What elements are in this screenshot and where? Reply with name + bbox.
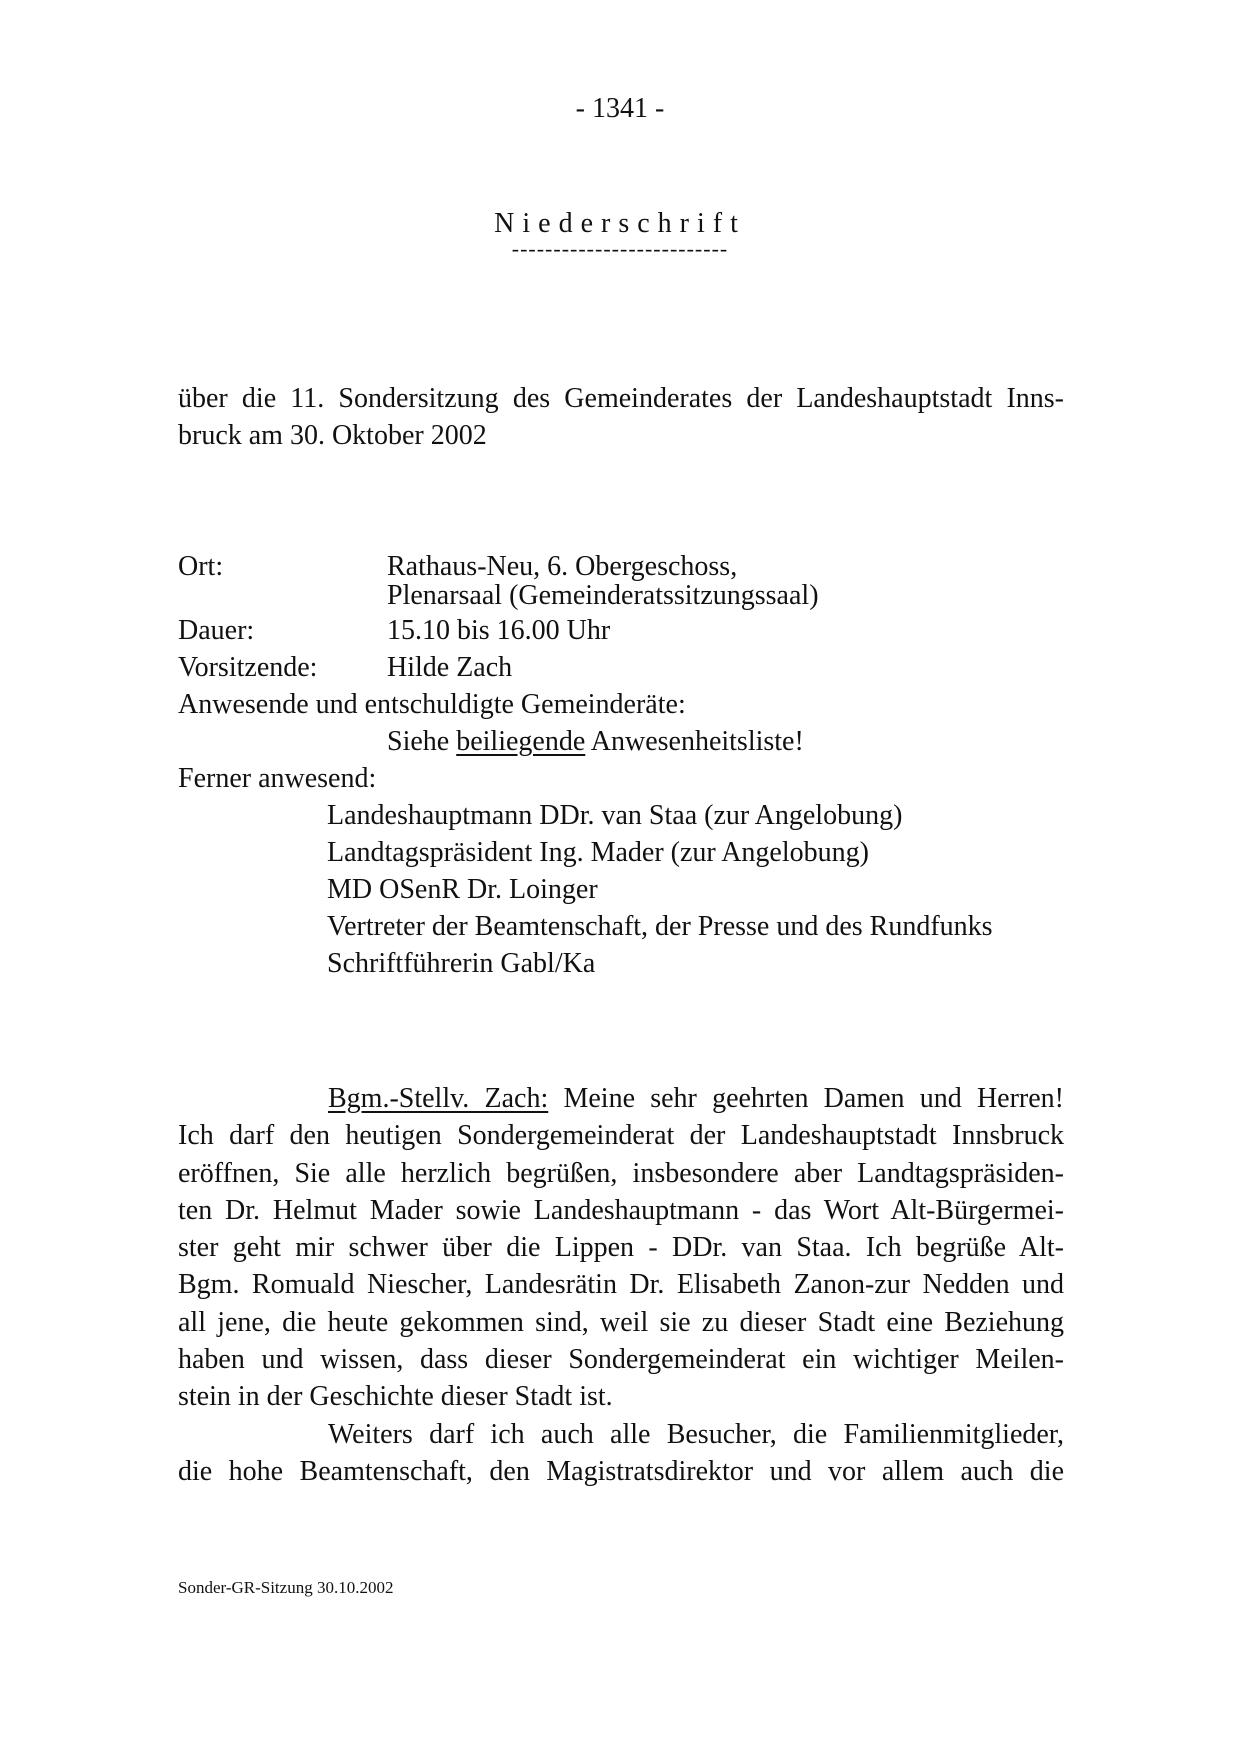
attendee-item: Vertreter der Beamtenschaft, der Presse und des Rundfunks — [327, 911, 993, 942]
attendance-note-underlined: beiliegende — [456, 726, 586, 757]
attendance-note-post: Anwesenheitsliste! — [590, 726, 804, 757]
speaker-name: Bgm.-Stellv. Zach: — [328, 1083, 549, 1114]
vorsitz-label: Vorsitzende: — [178, 652, 318, 683]
page-number: - 1341 - — [575, 93, 665, 124]
dauer-label: Dauer: — [178, 615, 255, 646]
speech-line: eröffnen, Sie alle herzlich begrüßen, insbesondere aber Landtagspräsiden- — [178, 1157, 1064, 1189]
speech-line: all jene, die heute gekommen sind, weil sie zu dieser Stadt eine Beziehung — [178, 1306, 1064, 1338]
ort-value: Plenarsaal (Gemeinderatssitzungssaal) — [387, 580, 819, 611]
speech-line: Bgm. Romuald Niescher, Landesrätin Dr. Elisabeth Zanon-zur Nedden und — [178, 1269, 1064, 1301]
subject-paragraph — [178, 380, 1064, 454]
document-title: Niederschrift — [494, 208, 746, 239]
attendee-item: MD OSenR Dr. Loinger — [327, 874, 598, 905]
ort-label: Ort: — [178, 551, 224, 582]
speech-line: haben und wissen, dass dieser Sondergemeinderat ein wichtiger Meilen- — [178, 1344, 1064, 1376]
ferner-label: Ferner anwesend: — [178, 763, 377, 794]
subject-line: bruck am 30. Oktober 2002 — [178, 420, 487, 451]
attendance-note — [387, 723, 804, 760]
ort-value: Rathaus-Neu, 6. Obergeschoss, — [387, 551, 738, 582]
speech-line: Weiters darf ich auch alle Besucher, die Familienmitglieder, — [328, 1418, 1064, 1450]
vorsitz-value: Hilde Zach — [387, 652, 513, 683]
attendee-item: Landtagspräsident Ing. Mader (zur Angelobung) — [327, 837, 869, 868]
anwesende-label: Anwesende und entschuldigte Gemeinderäte: — [178, 689, 686, 720]
speech-line: die hohe Beamtenschaft, den Magistratsdirektor und vor allem auch die — [178, 1455, 1064, 1487]
attendee-item: Schriftführerin Gabl/Ka — [327, 948, 596, 979]
title-underline: -------------------------- — [511, 236, 729, 261]
speech-line: ster geht mir schwer über die Lippen - DDr. van Staa. Ich begrüße Alt- — [178, 1232, 1064, 1264]
speech-line: Ich darf den heutigen Sondergemeinderat der Landeshauptstadt Innsbruck — [178, 1120, 1064, 1152]
attendee-item: Landeshauptmann DDr. van Staa (zur Angelobung) — [327, 800, 903, 831]
speech-text: Meine sehr geehrten Damen und Herren! — [563, 1083, 1064, 1114]
speech-line: stein in der Geschichte dieser Stadt ist. — [178, 1381, 613, 1413]
dauer-value: 15.10 bis 16.00 Uhr — [387, 615, 611, 646]
attendance-note-pre: Siehe — [387, 726, 450, 757]
subject-line: über die 11. Sondersitzung des Gemeinderates der Landeshauptstadt Inns- — [178, 383, 1064, 414]
speech-line — [178, 1080, 1064, 1117]
footer-text: Sonder-GR-Sitzung 30.10.2002 — [178, 1578, 394, 1597]
speech-line: ten Dr. Helmut Mader sowie Landeshauptmann - das Wort Alt-Bürgermei- — [178, 1194, 1064, 1226]
speech-body — [178, 1080, 1064, 1490]
